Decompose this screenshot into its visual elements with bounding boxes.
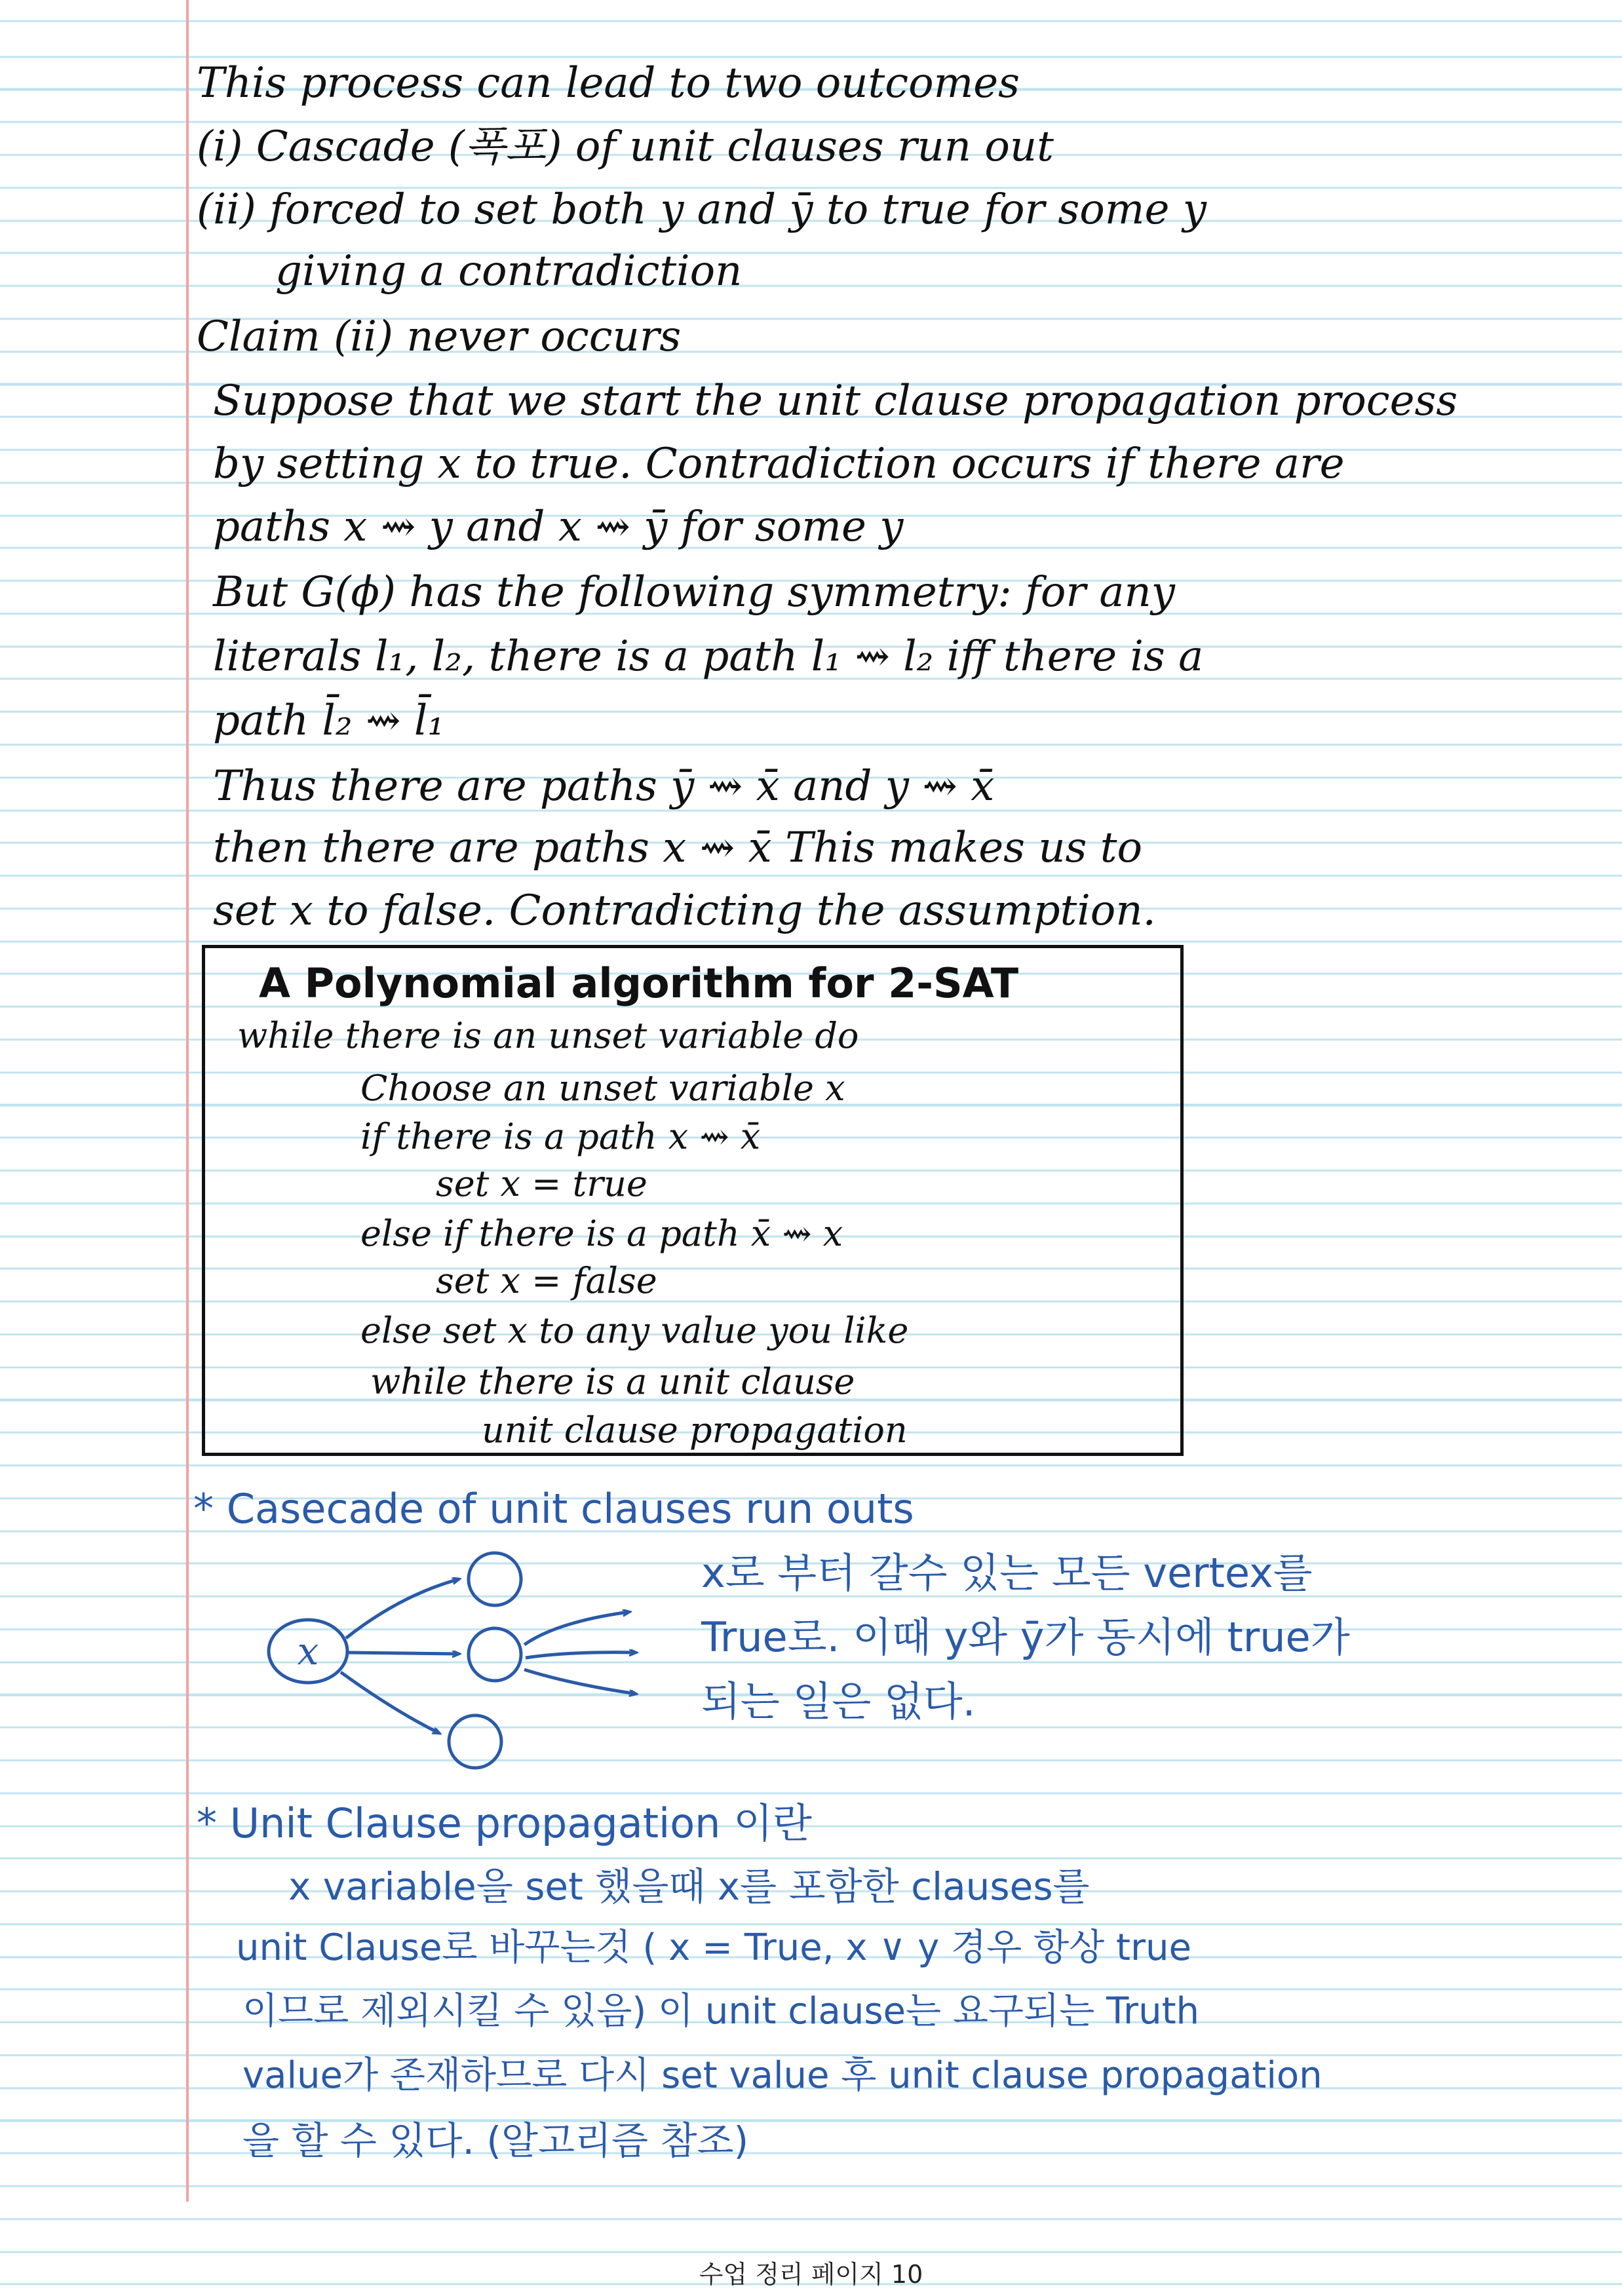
text-line-13: then there are paths x ⇝ x̄ This makes us to [213, 824, 1142, 872]
algorithm-line-2: Choose an unset variable x [360, 1067, 845, 1109]
algorithm-title: A Polynomial algorithm for 2-SAT [259, 959, 1019, 1007]
note2-line-3: 이므로 제외시킬 수 있음) 이 unit clause는 요구되는 Truth [242, 1990, 1200, 2033]
algorithm-line-5: else if there is a path x̄ ⇝ x [360, 1213, 843, 1254]
reachability-graph [242, 1533, 662, 1795]
edge-to-node-3 [341, 1672, 439, 1733]
edge-to-node-2 [347, 1653, 459, 1654]
algorithm-line-7: else set x to any value you like [360, 1310, 909, 1351]
text-line-10: literals l₁, l₂, there is a path l₁ ⇝ l₂ iff there is a [213, 632, 1204, 681]
source-node-label: x [297, 1629, 319, 1674]
edge-to-node-1 [346, 1579, 459, 1638]
text-line-14: set x to false. Contradicting the assumption. [213, 887, 1156, 935]
note1-line-2: True로. 이때 y와 ȳ가 동시에 true가 [701, 1613, 1350, 1661]
edge-out-2 [526, 1653, 636, 1658]
margin-line [186, 0, 189, 2202]
note2-heading: * Unit Clause propagation 이란 [197, 1799, 812, 1847]
note1-heading: * Casecade of unit clauses run outs [193, 1485, 914, 1533]
text-line-1: This process can lead to two outcomes [197, 59, 1020, 107]
text-line-7: by setting x to true. Contradiction occurs if there are [213, 440, 1345, 488]
text-line-11: path l̄₂ ⇝ l̄₁ [213, 697, 444, 745]
note2-line-4: value가 존재하므로 다시 set value 후 unit clause propagation [242, 2054, 1323, 2097]
text-line-5: Claim (ii) never occurs [197, 313, 682, 361]
text-line-9: But G(ϕ) has the following symmetry: for any [213, 568, 1175, 617]
algorithm-line-3: if there is a path x ⇝ x̄ [360, 1116, 761, 1157]
text-line-3: (ii) forced to set both y and ȳ to true for some y [197, 185, 1207, 234]
note1-line-1: x로 부터 갈수 있는 모든 vertex를 [701, 1549, 1313, 1597]
algorithm-line-6: set x = false [436, 1260, 657, 1301]
algorithm-line-1: while there is an unset variable do [237, 1015, 859, 1056]
note2-line-2: unit Clause로 바꾸는것 ( x = True, x ∨ y 경우 항상 true [236, 1926, 1191, 1969]
target-node-1 [469, 1553, 521, 1605]
text-line-2: (i) Cascade (폭포) of unit clauses run out [197, 123, 1054, 171]
edge-out-1 [524, 1612, 629, 1645]
text-line-8: paths x ⇝ y and x ⇝ ȳ for some y [213, 503, 904, 551]
note2-line-1: x variable을 set 했을때 x를 포함한 clauses를 [288, 1864, 1090, 1909]
target-node-2 [469, 1628, 521, 1681]
algorithm-line-9: unit clause propagation [482, 1409, 908, 1451]
algorithm-line-8: while there is a unit clause [370, 1361, 855, 1402]
edge-out-3 [524, 1670, 636, 1694]
text-line-4: giving a contradiction [275, 247, 743, 296]
text-line-12: Thus there are paths ȳ ⇝ x̄ and y ⇝ x̄ [213, 762, 995, 811]
target-node-3 [449, 1715, 501, 1768]
page-footer: 수업 정리 페이지 10 [699, 2260, 923, 2289]
text-line-6: Suppose that we start the unit clause propagation process [213, 377, 1458, 425]
algorithm-line-4: set x = true [436, 1163, 647, 1204]
note1-line-3: 되는 일은 없다. [701, 1677, 976, 1725]
note2-line-5: 을 할 수 있다. (알고리즘 참조) [242, 2118, 749, 2163]
